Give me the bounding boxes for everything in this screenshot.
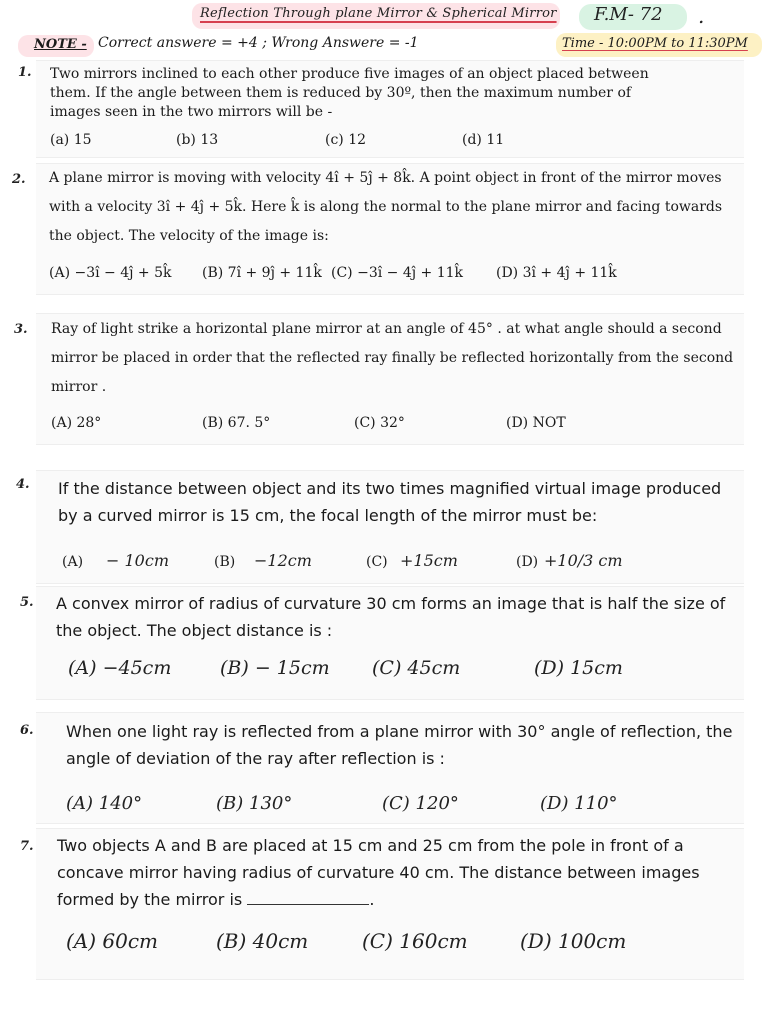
- question-text: Two mirrors inclined to each other produce five images of an object placed between them. If the angle between them is reduced by 30º, then the maximum number of images seen in the two mirrors will be -: [50, 66, 649, 120]
- question-5: [20, 586, 744, 700]
- question-text: If the distance between object and its two times magnified virtual image produced by a curved mirror is 15 cm, the focal length of the mirror must be:: [58, 479, 722, 525]
- question-text: When one light ray is reflected from a plane mirror with 30° angle of reflection, the angle of deviation of the ray after reflection is :: [66, 722, 733, 768]
- option-c-label[interactable]: (C): [366, 554, 388, 570]
- page-title: Reflection Through plane Mirror & Spherical Mirror: [200, 6, 557, 21]
- question-text: A convex mirror of radius of curvature 30 cm forms an image that is half the size of the object. The object distance is :: [56, 594, 726, 640]
- option-b[interactable]: (B) 40cm: [216, 929, 309, 953]
- question-text: [57, 832, 733, 913]
- option-d[interactable]: (D) NOT: [506, 415, 566, 431]
- option-a[interactable]: (A) 60cm: [66, 929, 159, 953]
- option-a[interactable]: (A) 140°: [66, 793, 143, 814]
- question-number: 5.: [20, 595, 34, 610]
- option-b[interactable]: (B) 67. 5°: [202, 415, 271, 431]
- option-d[interactable]: (D) 110°: [540, 793, 618, 814]
- question-text: A plane mirror is moving with velocity 4î + 5ĵ + 8k̂. A point object in front of the mirror moves with a velocity 3î + 4ĵ + 5k̂. Here k̂ is along the normal to the plane mirror and facing towards the object. The velocity of the image is:: [49, 170, 723, 244]
- question-2: [12, 163, 744, 295]
- option-c[interactable]: (C) 120°: [382, 793, 459, 814]
- option-d[interactable]: (D) 100cm: [520, 929, 627, 953]
- option-c-value: +15cm: [400, 551, 458, 570]
- option-c[interactable]: (C) 160cm: [362, 929, 468, 953]
- option-a[interactable]: (A) −45cm: [68, 657, 172, 679]
- question-6: [20, 712, 744, 824]
- option-c[interactable]: (C) −3î − 4ĵ + 11k̂: [331, 265, 464, 281]
- option-d[interactable]: (d) 11: [462, 132, 505, 148]
- note-label: NOTE -: [34, 37, 87, 52]
- option-d-label[interactable]: (D): [516, 554, 539, 570]
- option-b[interactable]: (B) − 15cm: [220, 657, 330, 679]
- option-a[interactable]: (a) 15: [50, 132, 92, 148]
- question-1: [18, 60, 744, 158]
- question-number: 6.: [20, 723, 34, 738]
- option-a[interactable]: (A) −3î − 4ĵ + 5k̂: [49, 265, 172, 281]
- option-b[interactable]: (b) 13: [176, 132, 219, 148]
- option-b-label[interactable]: (B): [214, 554, 236, 570]
- question-7: [20, 828, 744, 980]
- question-number: 3.: [14, 322, 28, 337]
- test-code: F.M- 72: [594, 4, 663, 25]
- question-number: 7.: [20, 839, 34, 854]
- option-b-value: −12cm: [254, 551, 312, 570]
- test-time: Time - 10:00PM to 11:30PM: [562, 36, 748, 51]
- question-text-end: .: [369, 890, 375, 909]
- answer-blank[interactable]: [247, 903, 369, 905]
- option-a[interactable]: (A) 28°: [51, 415, 102, 431]
- question-number: 1.: [18, 65, 32, 80]
- question-text-main: Two objects A and B are placed at 15 cm and 25 cm from the pole in front of a concave mirror having radius of curvature 40 cm. The distance between images formed by the mirror is: [57, 836, 700, 909]
- option-c[interactable]: (C) 32°: [354, 415, 405, 431]
- option-c[interactable]: (c) 12: [325, 132, 367, 148]
- question-number: 4.: [16, 477, 30, 492]
- option-b[interactable]: (B) 7î + 9ĵ + 11k̂: [202, 265, 322, 281]
- option-b[interactable]: (B) 130°: [216, 793, 293, 814]
- marking-scheme: Correct answere = +4 ; Wrong Answere = -1: [98, 35, 419, 51]
- option-d[interactable]: (D) 15cm: [534, 657, 623, 679]
- question-text: Ray of light strike a horizontal plane mirror at an angle of 45° . at what angle should a second mirror be placed in order that the reflected ray finally be reflected horizontally from the second mirror .: [51, 321, 734, 395]
- option-d-value: +10/3 cm: [544, 551, 623, 570]
- question-number: 2.: [12, 172, 26, 187]
- option-a-label[interactable]: (A): [62, 554, 84, 570]
- question-4: [16, 470, 744, 584]
- question-3: [14, 313, 744, 445]
- header-dot: .: [698, 4, 705, 28]
- option-d[interactable]: (D) 3î + 4ĵ + 11k̂: [496, 265, 617, 281]
- option-a-value: − 10cm: [106, 551, 169, 570]
- option-c[interactable]: (C) 45cm: [372, 657, 461, 679]
